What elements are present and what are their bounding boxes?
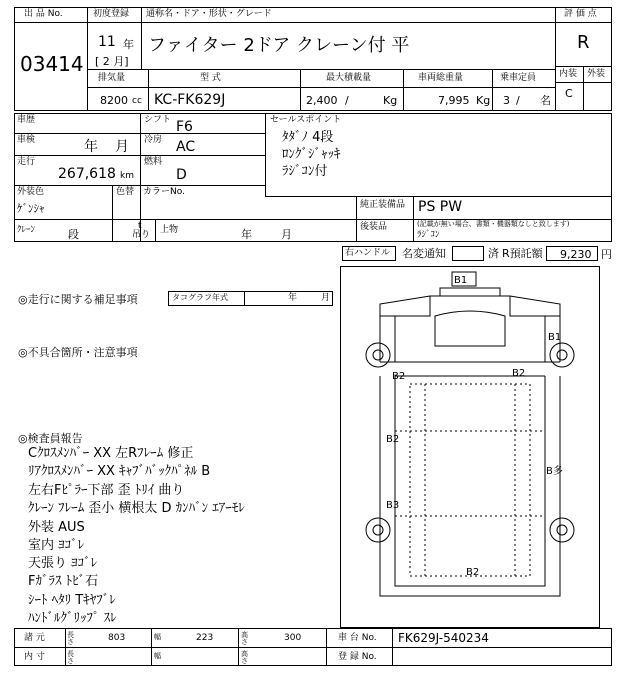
capacity-label: 乗車定員 — [500, 73, 537, 83]
gross-label: 車両総重量 — [418, 73, 464, 83]
sales-point-line: ﾀﾀﾞﾉ 4段 — [282, 130, 334, 145]
mileage-unit: km — [120, 171, 134, 181]
aftermarket-label: 後装品 — [360, 222, 388, 232]
damage-mark: B1 — [454, 275, 468, 286]
fuel-label: 燃料 — [144, 157, 163, 167]
displacement-label: 排気量 — [98, 73, 126, 83]
damage-mark: B2 — [512, 368, 526, 379]
sales-points-label: セールスポイント — [270, 115, 342, 125]
rating-overall: R — [577, 32, 590, 53]
report-line: 天張り ﾖｺﾞﾚ — [28, 556, 98, 571]
shift-label: シフト — [144, 115, 172, 125]
model-value: KC-FK629J — [154, 92, 226, 108]
load-slash: / — [345, 94, 349, 107]
exterior-rating-label: 外装 — [587, 69, 606, 79]
load-label: 最大積載量 — [326, 73, 372, 83]
aircon-value: AC — [176, 139, 196, 155]
inspection-year-unit: 年 — [84, 139, 98, 155]
sales-point-line: ﾗｼﾞｺﾝ付 — [282, 164, 328, 179]
aircon-label: 冷房 — [144, 135, 163, 145]
shift-value: F6 — [176, 119, 193, 135]
color-number-label: カラーNo. — [143, 187, 185, 197]
name-change-box — [452, 246, 484, 261]
aftermarket-value: ﾗｼﾞｺﾝ — [417, 230, 440, 240]
report-line: ｸﾚｰﾝ ﾌﾚｰﾑ 歪小 横根太 D ｶﾝﾊﾞﾝ ｴｱｰﾓﾚ — [28, 501, 245, 516]
model-label: 型 式 — [200, 73, 221, 83]
dims-label: 諸 元 — [24, 633, 45, 643]
gross-unit: Kg — [476, 94, 491, 107]
gross-value: 7,995 — [438, 94, 470, 107]
aftermarket-note: (記載が無い場合、書類・機器類なしと致します) — [417, 220, 570, 228]
tacho-label: タコグラフ年式 — [172, 293, 228, 302]
registration-year-unit: 年 — [123, 38, 134, 51]
inspection-label: 車検 — [17, 135, 36, 145]
report-line: Cｸﾛｽﾒﾝﾊﾞｰ XX 左Rﾌﾚｰﾑ 修正 — [28, 446, 194, 461]
chassis-label: 車 台 No. — [338, 633, 377, 643]
report-line: ｼｰﾄ ﾍﾀﾘ Tｷﾔﾌﾞﾚ — [28, 593, 116, 608]
interior-size-label: 内 寸 — [24, 652, 45, 662]
width-label: 幅 — [154, 633, 161, 641]
length-label: 長さ — [67, 631, 74, 646]
crane-month-unit: 月 — [281, 228, 292, 241]
damage-mark: B3 — [386, 500, 400, 511]
damage-mark: B多 — [546, 466, 563, 477]
damage-mark: B1 — [548, 332, 562, 343]
report-line: ﾘｱｸﾛｽﾒﾝﾊﾞｰ XX ｷｬﾌﾞﾊﾞｯｸﾊﾟﾈﾙ B — [28, 464, 211, 479]
equipment-value: PS PW — [418, 199, 463, 215]
crane-tsuri: 吊り — [132, 230, 151, 240]
interior-length-label: 長さ — [67, 650, 74, 665]
interior-width-label: 幅 — [154, 652, 161, 660]
ext-color-value: ｹﾞﾝｼｬ — [17, 202, 45, 215]
vehicle-diagram — [340, 266, 600, 628]
displacement-unit: cc — [132, 96, 142, 106]
handle-label: 右ハンドル — [345, 248, 391, 258]
report-line: ﾊﾝﾄﾞﾙｸﾞﾘｯﾌﾟ ｽﾚ — [28, 611, 117, 626]
sales-point-line: ﾛﾝｸﾞｼﾞｬｯｷ — [282, 147, 341, 162]
lot-label: 出 品 No. — [24, 9, 63, 19]
recycle-estimate-label: R預託額 — [502, 247, 543, 260]
equipment-label: 純正装備品 — [360, 200, 406, 210]
rating-label: 評 価 点 — [564, 9, 597, 19]
mileage-label: 走行 — [17, 157, 36, 167]
capacity-unit: 名 — [540, 94, 551, 107]
supplement-title: ◎走行に関する補足事項 — [18, 293, 138, 306]
crane-label: ｸﾚｰﾝ — [17, 225, 36, 235]
tacho-year-unit: 年 — [288, 293, 298, 303]
capacity-value: 3 — [503, 94, 510, 107]
interior-rating-label: 内装 — [559, 69, 578, 79]
report-line: Fｶﾞﾗｽ ﾄﾋﾞ石 — [28, 574, 99, 589]
ext-color-label: 外装色 — [17, 187, 45, 197]
length-value: 803 — [108, 633, 126, 643]
crane-upper-label: 上物 — [160, 225, 179, 235]
crane-t: t — [138, 221, 142, 231]
report-line: 外装 AUS — [28, 520, 85, 535]
lot-number: 03414 — [20, 52, 84, 76]
history-label: 車歴 — [17, 115, 36, 125]
defects-title: ◎不具合箇所・注意事項 — [18, 346, 138, 359]
recycle-done: 済 — [488, 247, 499, 260]
vehicle-name: ファイター 2ドア クレーン付 平 — [148, 35, 410, 56]
fuel-value: D — [176, 167, 187, 183]
damage-mark: B2 — [386, 434, 400, 445]
color-change-label: 色替 — [116, 187, 135, 197]
vehicle-name-label: 通称名・ドア・形状・グレード — [146, 9, 272, 19]
height-label: 高さ — [241, 631, 248, 646]
load-value: 2,400 — [306, 94, 338, 107]
name-change-label: 名変通知 — [402, 247, 446, 260]
inspector-title: ◎検査員報告 — [18, 432, 83, 445]
recycle-unit: 円 — [601, 248, 612, 261]
crane-dan: 段 — [68, 228, 79, 241]
registration-month: [ 2 月] — [95, 55, 129, 68]
registration-number-label: 登 録 No. — [338, 652, 377, 662]
recycle-value: 9,230 — [560, 248, 592, 261]
load-unit: Kg — [383, 94, 398, 107]
report-line: 左右Fﾋﾟﾗｰ下部 歪 ﾄﾘｲ 曲り — [28, 483, 185, 498]
interior-rating: C — [565, 87, 573, 100]
capacity-slash: / — [516, 94, 520, 107]
chassis-value: FK629J-540234 — [398, 631, 489, 645]
damage-mark: B2 — [466, 567, 480, 578]
registration-label: 初度登録 — [93, 9, 130, 19]
damage-mark: B2 — [392, 371, 406, 382]
tacho-month-unit: 月 — [321, 293, 331, 303]
mileage-value: 267,618 — [58, 166, 116, 182]
inspection-month-unit: 月 — [115, 139, 129, 155]
displacement-value: 8200 — [100, 94, 128, 107]
height-value: 300 — [284, 633, 302, 643]
registration-year: 11 — [98, 34, 116, 50]
crane-year-unit: 年 — [241, 228, 252, 241]
interior-height-label: 高さ — [241, 650, 248, 665]
report-line: 室内 ﾖｺﾞﾚ — [28, 538, 85, 553]
width-value: 223 — [196, 633, 214, 643]
